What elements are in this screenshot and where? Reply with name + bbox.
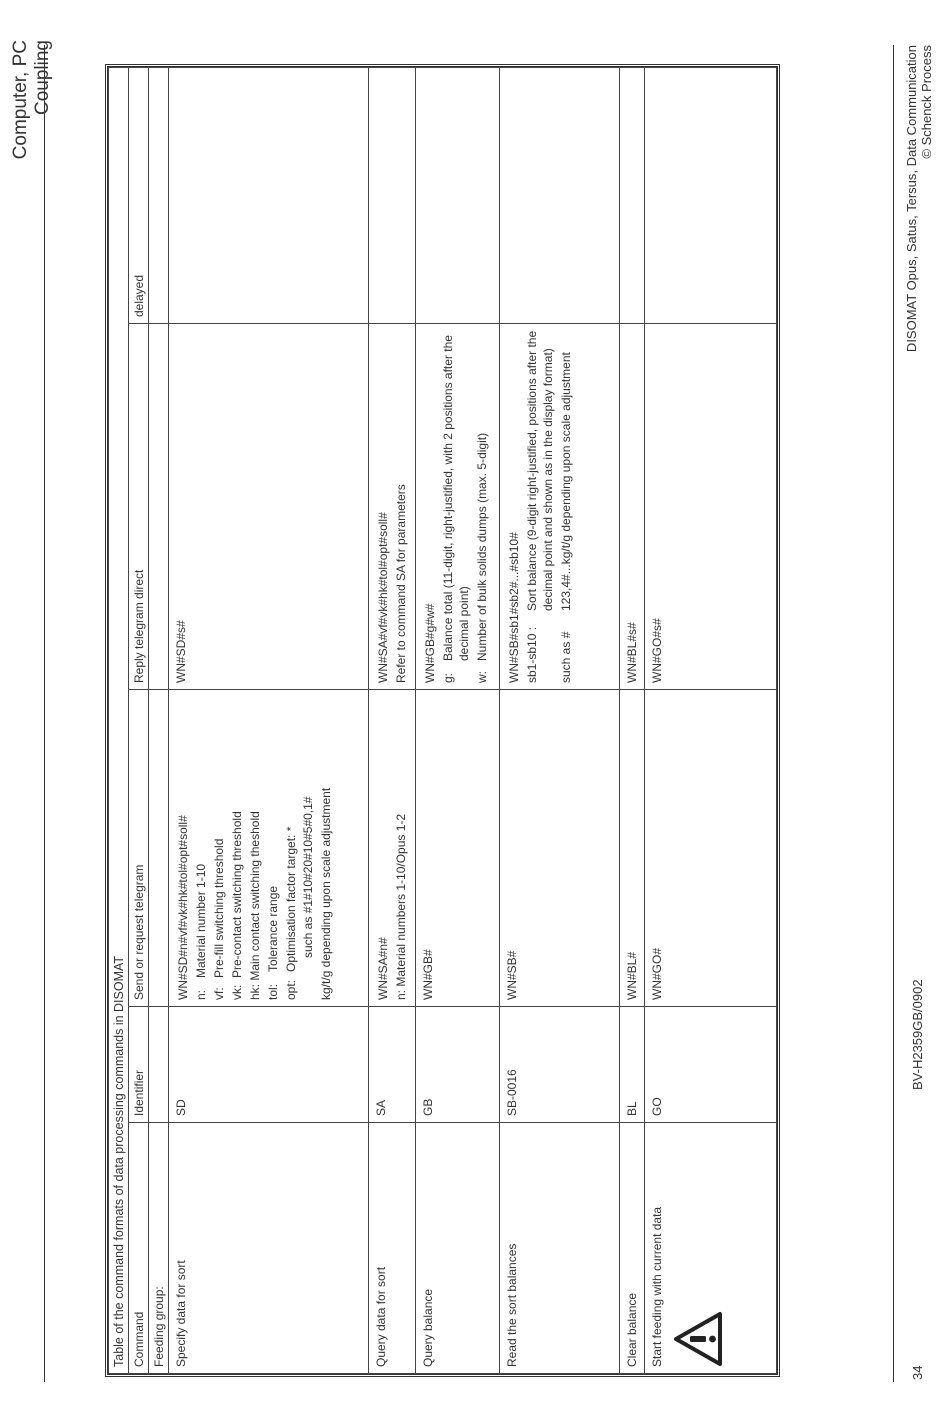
cell-send: WN#GB# — [416, 690, 500, 1007]
cell-identifier: GO — [645, 1007, 777, 1123]
cell-reply: WN#SD#s# — [169, 324, 369, 690]
header-rule — [44, 45, 45, 1382]
col-header-send: Send or request telegram — [129, 690, 149, 1007]
table-row — [620, 68, 645, 1374]
cell-send — [169, 690, 369, 1007]
cell-command: Start feeding with current data — [645, 1123, 777, 1374]
table-row — [500, 68, 620, 1374]
cell-command: Query balance — [416, 1123, 500, 1374]
cell-reply: WN#SB#sb1#sb2#...#sb10# sb1-sb10 : Sort balance (9-digit right-justified, positions after the decimal point and shown as in the display format) such as # 123,4#...kg/t/g depending upon scale adjustment — [500, 324, 620, 690]
col-header-command: Command — [129, 1123, 149, 1374]
cell-send: WN#GO# — [645, 690, 777, 1007]
col-header-delayed: delayed — [129, 68, 149, 324]
cell-command: Specify data for sort — [169, 1123, 369, 1374]
table-row — [369, 68, 416, 1374]
col-header-reply-direct: Reply telegram direct — [129, 324, 149, 690]
send-telegram: WN#SD#n#vf#vk#hk#tol#opt#soll# — [176, 815, 190, 1000]
page-header-title: Computer, PC Coupling — [10, 40, 53, 160]
table-title: Table of the command formats of data processing commands in DISOMAT — [109, 68, 129, 1374]
param-n: n: Material number 1-10 — [194, 863, 208, 1000]
document-code: BV-H2359GB/0902 — [910, 979, 925, 1090]
cell-identifier: BL — [620, 1007, 645, 1123]
param-note: kg/t/g depending upon scale adjustment — [319, 787, 333, 1000]
table-row — [169, 68, 369, 1374]
param-hk: hk: Main contact switching theshold — [248, 811, 262, 1000]
col-header-identifier: Identifier — [129, 1007, 149, 1123]
cell-send: WN#SA#n# n: Material numbers 1-10/Opus 1-2 — [369, 690, 416, 1007]
cell-identifier: SB-0016 — [500, 1007, 620, 1123]
table-row — [645, 68, 777, 1374]
cell-send: WN#SB# — [500, 690, 620, 1007]
cell-send: WN#BL# — [620, 690, 645, 1007]
page-number: 34 — [910, 1365, 925, 1380]
table-row — [416, 68, 500, 1374]
cell-command: Clear balance — [620, 1123, 645, 1374]
cell-reply: WN#GB#g#w# g: Balance total (11-digit, right-justified, with 2 positions after the decimal point) w: Number of bulk solids dumps (max. 5-digit) — [416, 324, 500, 690]
warning-icon — [673, 1129, 727, 1367]
cell-reply: WN#BL#s# — [620, 324, 645, 690]
param-opt: opt: Optimisation factor target: * — [284, 826, 298, 1000]
group-label: Feeding group: — [149, 1123, 169, 1374]
footer-rule — [893, 45, 894, 1382]
command-format-table — [105, 64, 780, 1377]
cell-identifier: GB — [416, 1007, 500, 1123]
cell-identifier: SD — [169, 1007, 369, 1123]
param-vf: vf: Pre-fill switching threshold — [212, 838, 226, 1000]
cell-reply: WN#GO#s# — [645, 324, 777, 690]
cell-reply: WN#SA#vf#vk#hk#tol#opt#soll# Refer to command SA for parameters — [369, 324, 416, 690]
cell-command: Read the sort balances — [500, 1123, 620, 1374]
param-tol: tol: Tolerance range — [266, 885, 280, 1000]
footer-product: DISOMAT Opus, Satus, Tersus, Data Communication © Schenck Process — [904, 45, 934, 353]
cell-identifier: SA — [369, 1007, 416, 1123]
param-example: such as #1#10#20#10#5#0,1# — [301, 796, 315, 958]
param-vk: vk: Pre-contact switching threshold — [230, 811, 244, 1000]
cell-command: Query data for sort — [369, 1123, 416, 1374]
